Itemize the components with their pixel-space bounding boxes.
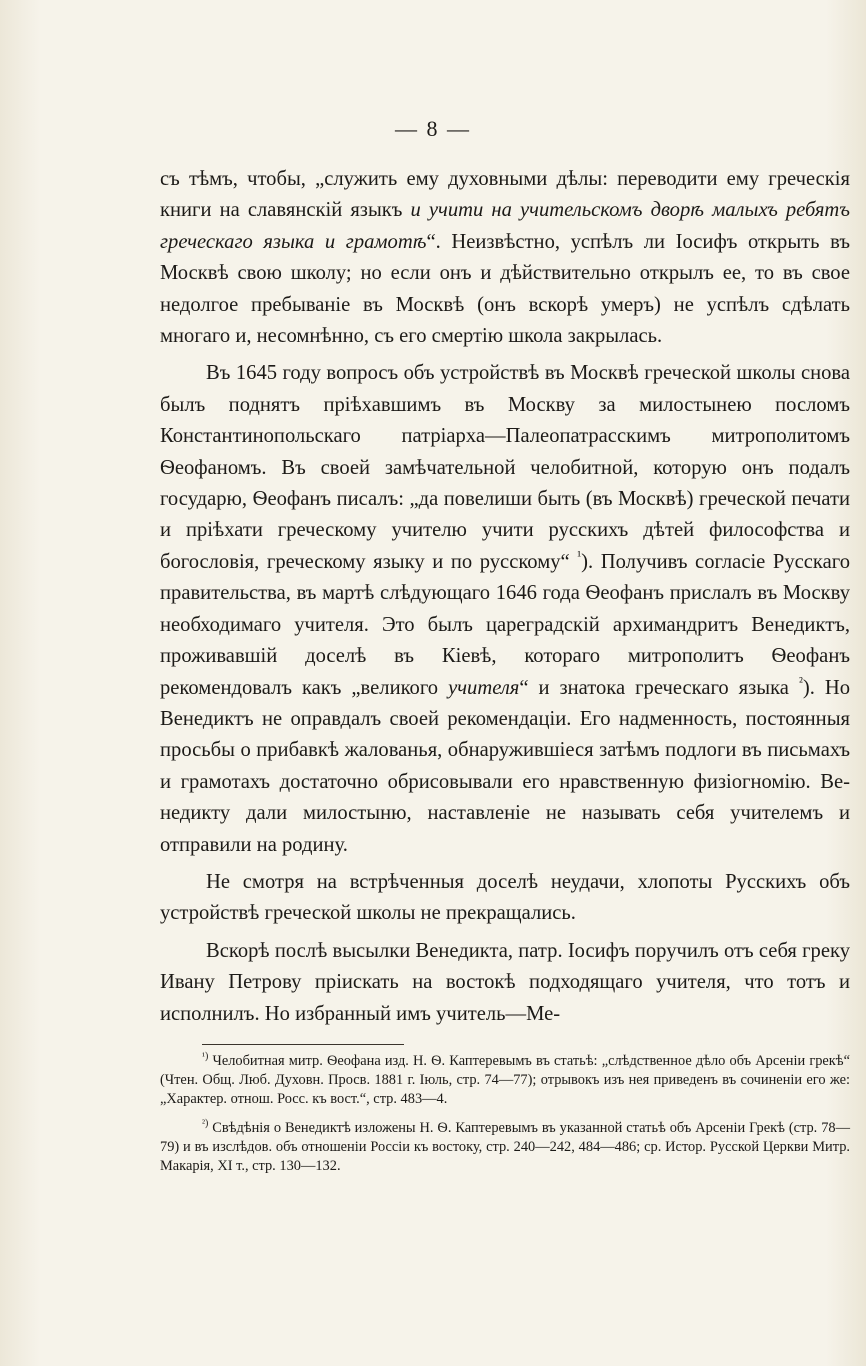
text-run: Вскорѣ послѣ высылки Венедикта, патр. Іосифъ поручилъ отъ себя греку Ивану Петрову пріискать на востокѣ подходящаго учителя, что тотъ и исполнилъ. Но избранный имъ учитель—Ме- [160, 939, 850, 1025]
paragraph [160, 867, 850, 930]
footnote-mark: ²) [202, 1118, 209, 1130]
text-run: ). Получивъ согласіе Русскаго правительства, въ мартѣ слѣдующаго 1646 года Ѳеофанъ прислалъ въ Москву необходимаго учителя. Это былъ цареградскій архимандритъ Венедиктъ, проживавшій доселѣ въ Кіевѣ, котораго митрополитъ Ѳеофанъ рекомендовалъ какъ „великого [160, 550, 850, 699]
text-run: “. Неизвѣстно, успѣлъ ли Іосифъ открыть въ Москвѣ свою школу; но если онъ и дѣйствительно открылъ ее, то въ свое недолгое пребываніе въ Москвѣ (онъ вскорѣ умеръ) не успѣлъ сдѣлать многаго и, несомнѣнно, съ его смертію школа закрылась. [160, 230, 851, 348]
footnote [160, 1052, 850, 1109]
footnote-text: Свѣдѣнія о Венедиктѣ изложены Н. Ѳ. Каптеревымъ въ указанной статьѣ объ Арсеніи Грекѣ (стр. 78—79) и въ изслѣдов. объ отношеніи Россіи къ востоку, стр. 240—242, 484—486; ср. Истор. Русской Церкви Митр. Макарія, XI т., стр. 130—132. [160, 1120, 850, 1174]
paragraph [160, 164, 850, 352]
text-run: Въ 1645 году вопросъ объ устройствѣ въ Москвѣ греческой школы снова былъ поднятъ пріѣхавшимъ въ Москву за милостынею посломъ Константинопольскаго патріарха—Палеопатрасскимъ митрополитомъ Ѳеофаномъ. Въ своей замѣчательной челобитной, которую онъ подалъ государю, Ѳеофанъ писалъ: „да повелиши быть (въ Москвѣ) греческой печати и пріѣхати греческому учителю учити русскихъ дѣтей философства и богословія, греческому языку и по русскому“ [160, 362, 850, 573]
italic-text: и учити на учительскомъ дворѣ малыхъ ребятъ греческаго языка и грамотѣ [160, 199, 850, 253]
footnote-ref: ¹ [577, 548, 582, 564]
main-text [160, 164, 850, 1030]
footnote-ref: ² [798, 673, 803, 689]
page-number: — 8 — [395, 116, 471, 141]
text-run: “ и знатока греческаго языка [519, 676, 799, 699]
footnote [160, 1119, 850, 1176]
text-run: Не смотря на встрѣченныя доселѣ неудачи, хлопоты Русскихъ объ устройствѣ греческой школы не прекращались. [160, 870, 850, 925]
footnote-text: Челобитная митр. Ѳеофана изд. Н. Ѳ. Каптеревымъ въ статьѣ: „слѣдственное дѣло объ Арсеніи грекѣ“ (Чтен. Общ. Люб. Духовн. Просв. 1881 г. Іюль, стр. 74—77); отрывокъ изъ нея приведенъ въ сочиненіи его же: „Характер. отнош. Росс. къ вост.“, стр. 483—4. [160, 1053, 850, 1107]
text-run: ). Но Венедиктъ не оправдалъ своей рекомендаціи. Его надменность, постоянныя просьбы о прибавкѣ жалованья, обнаружившіеся затѣмъ подлоги въ письмахъ и грамотахъ достаточно обрисовывали его нравственную физіогномію. Венедикту дали милостыню, наставленіе не называть себя учителемъ и отправили на родину. [160, 676, 850, 856]
italic-text: учителя [448, 676, 520, 699]
footnote-separator [202, 1044, 404, 1045]
footnotes [160, 1052, 850, 1186]
footnote-mark: ¹) [202, 1051, 209, 1063]
paragraph [160, 358, 850, 861]
paragraph [160, 936, 850, 1030]
text-run: съ тѣмъ, чтобы, „служить ему духовными дѣлы: переводити ему греческія книги на славянскій языкъ [160, 168, 850, 222]
